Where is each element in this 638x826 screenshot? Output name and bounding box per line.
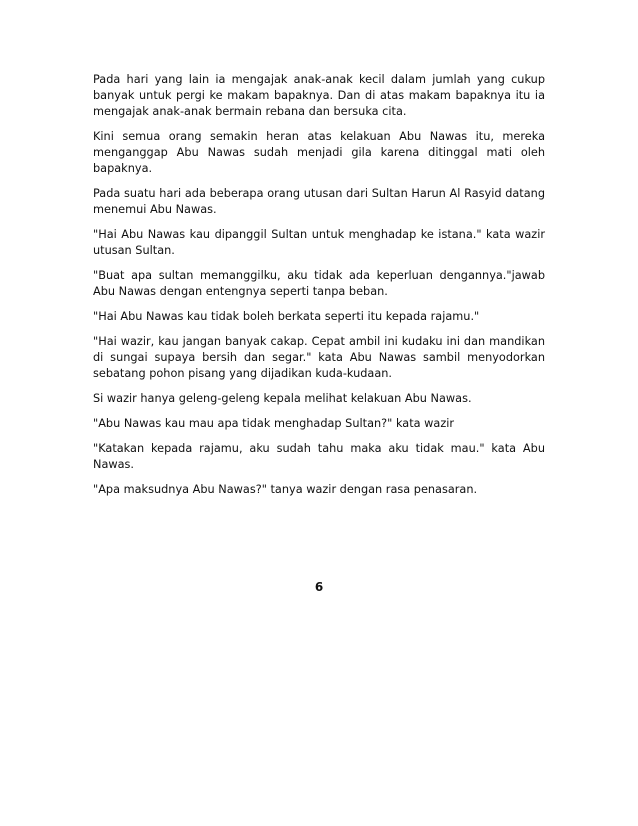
paragraph-4: "Hai Abu Nawas kau dipanggil Sultan untuk menghadap ke istana." kata wazir utusan Sultan. [93,228,545,257]
paragraph-10: "Katakan kepada rajamu, aku sudah tahu maka aku tidak mau." kata Abu Nawas. [93,442,545,471]
paragraph-9: "Abu Nawas kau mau apa tidak menghadap Sultan?" kata wazir [93,417,455,430]
paragraph-5: "Buat apa sultan memanggilku, aku tidak ada keperluan dengannya."jawab Abu Nawas dengan entengnya seperti tanpa beban. [93,269,545,298]
paragraph-1: Pada hari yang lain ia mengajak anak-anak kecil dalam jumlah yang cukup banyak untuk pergi ke makam bapaknya. Dan di atas makam bapaknya itu ia mengajak anak-anak bermain rebana dan bersuka cita. [93,73,545,118]
paragraph-11: "Apa maksudnya Abu Nawas?" tanya wazir dengan rasa penasaran. [93,483,478,496]
paragraph-3: Pada suatu hari ada beberapa orang utusan dari Sultan Harun Al Rasyid datang menemui Abu Nawas. [93,187,545,216]
paragraph-6: "Hai Abu Nawas kau tidak boleh berkata seperti itu kepada rajamu." [93,310,480,323]
body-text [93,72,545,507]
page-number: 6 [314,580,324,594]
paragraph-7: "Hai wazir, kau jangan banyak cakap. Cepat ambil ini kudaku ini dan mandikan di sungai supaya bersih dan segar." kata Abu Nawas sambil menyodorkan sebatang pohon pisang yang dijadikan kuda-kudaan. [93,335,545,380]
paragraph-2: Kini semua orang semakin heran atas kelakuan Abu Nawas itu, mereka menganggap Abu Nawas sudah menjadi gila karena ditinggal mati oleh bapaknya. [93,130,545,175]
paragraph-8: Si wazir hanya geleng-geleng kepala melihat kelakuan Abu Nawas. [93,392,472,405]
